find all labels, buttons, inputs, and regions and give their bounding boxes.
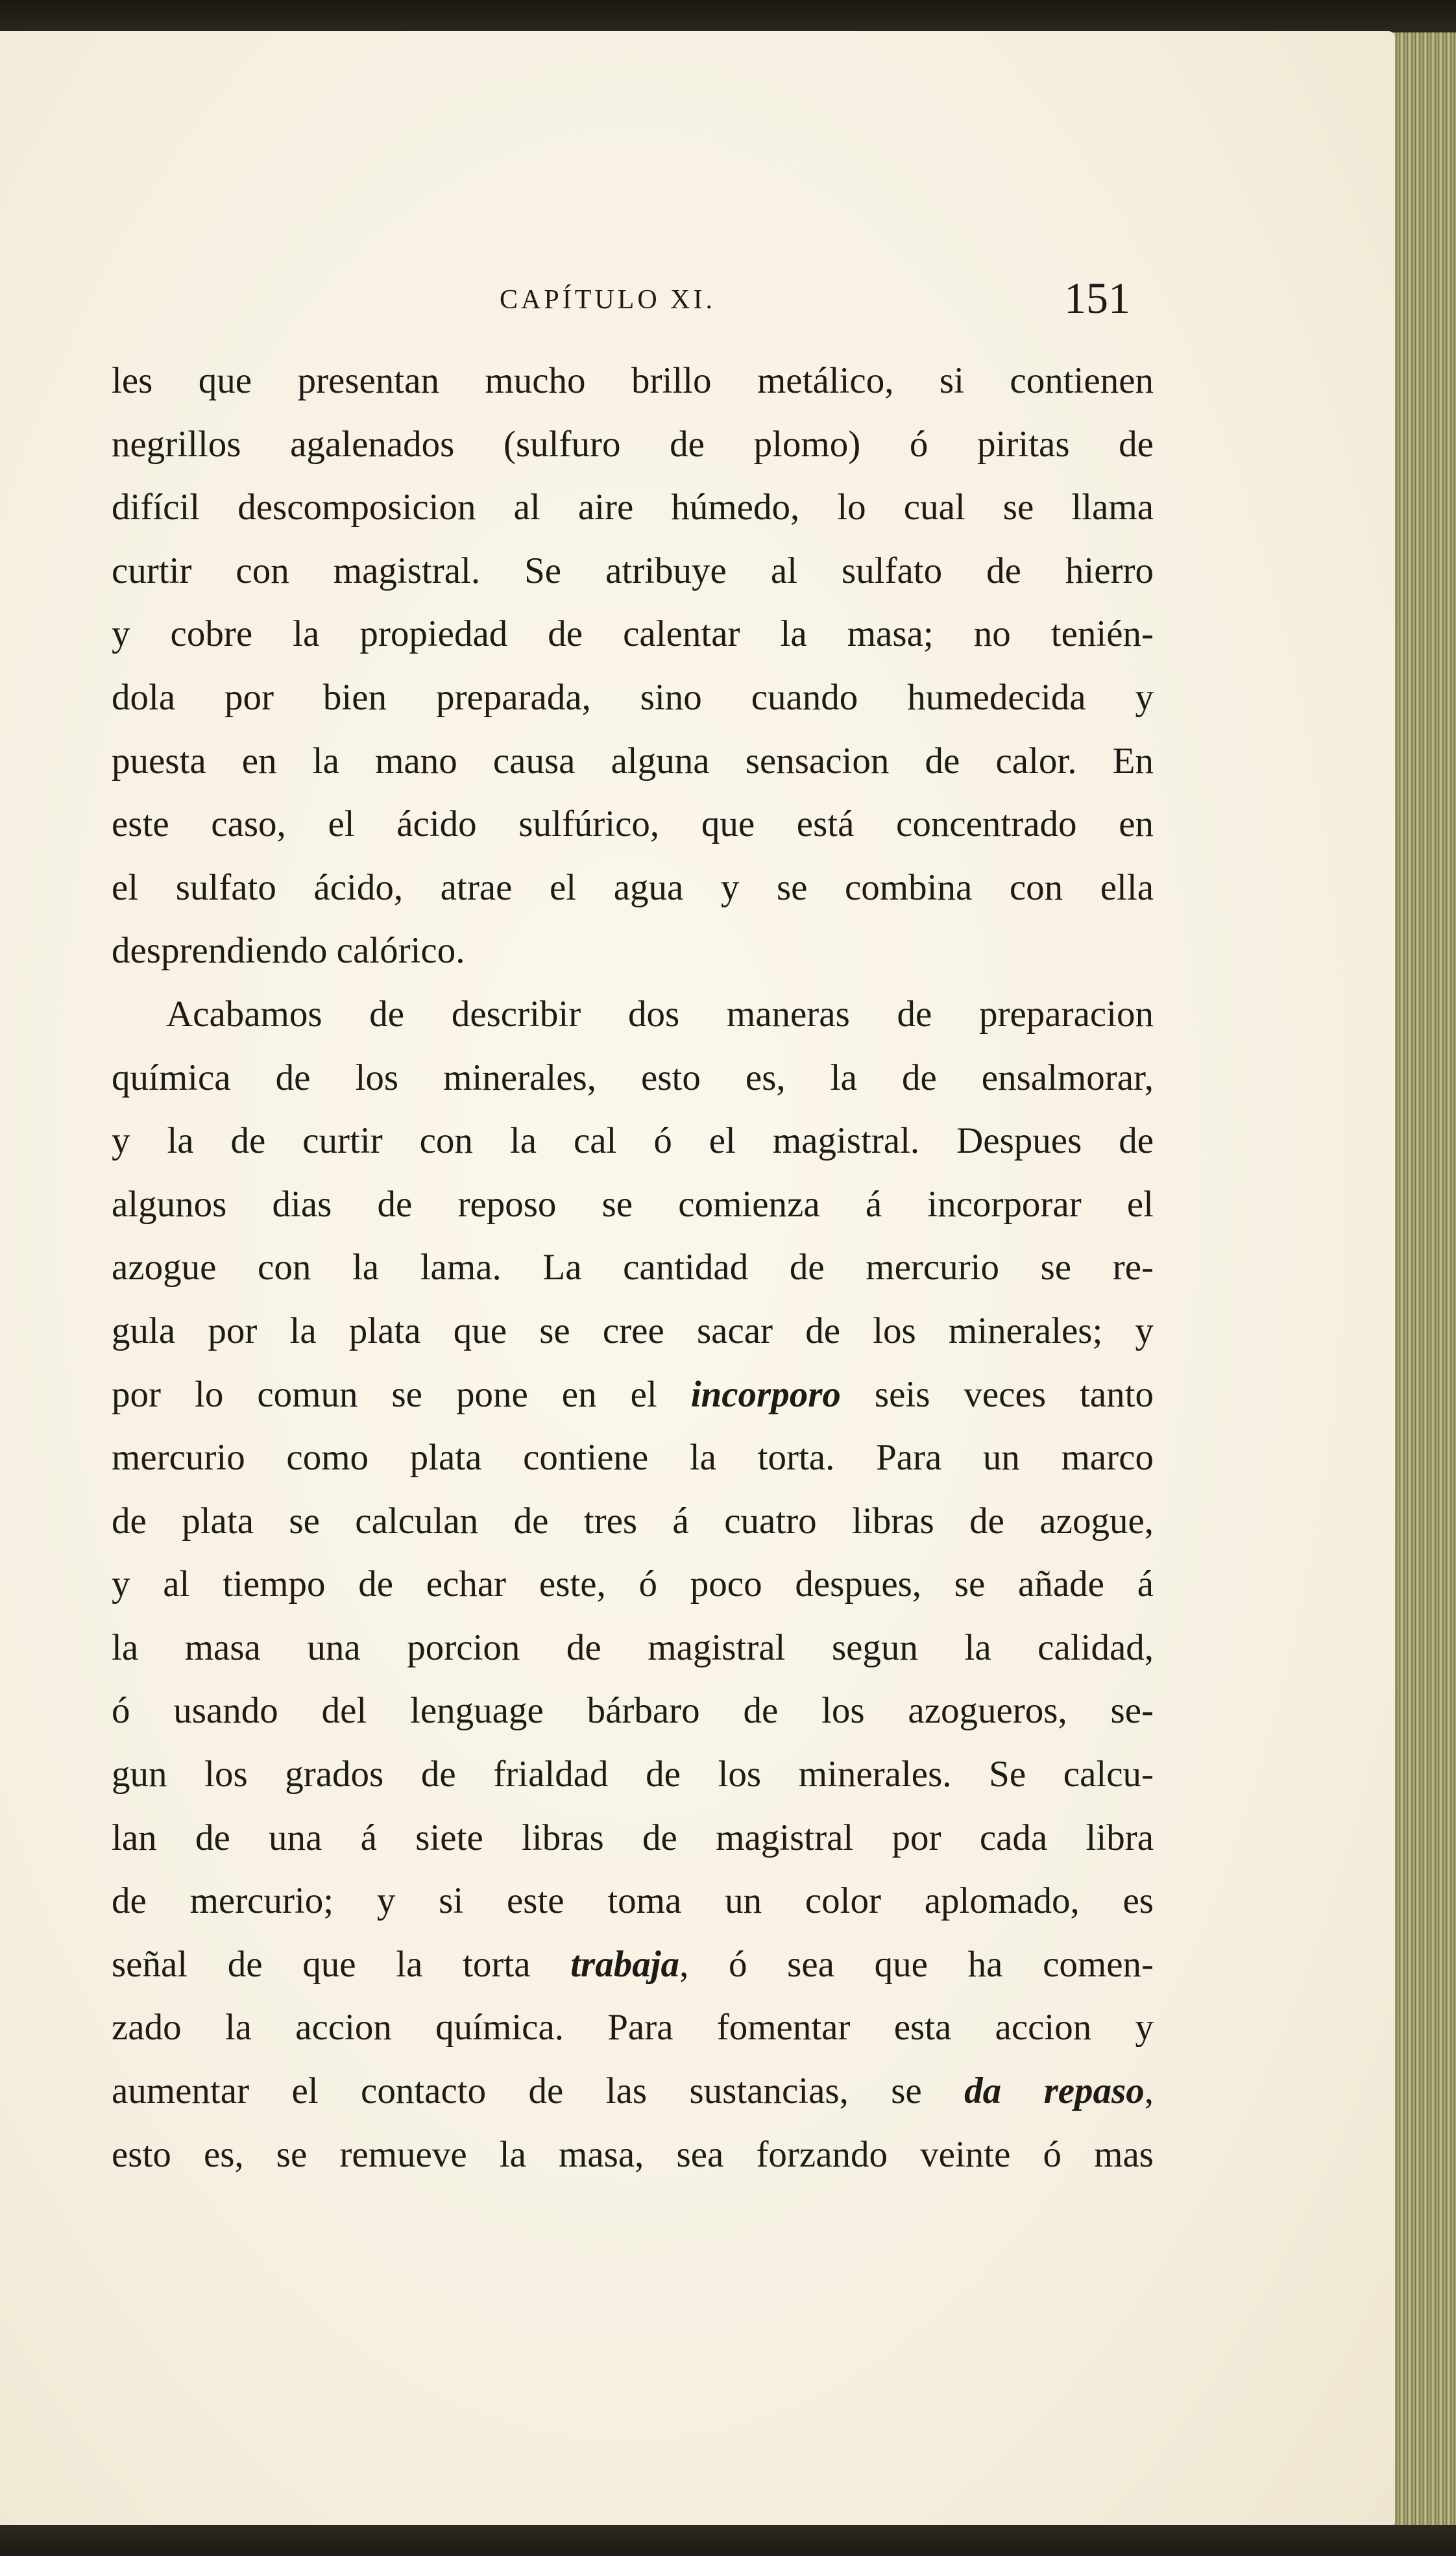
text-line: de plata se calculan de tres á cuatro libras de azogue, — [112, 1500, 1154, 1542]
text-line: gula por la plata que se cree sacar de los minerales; y — [112, 1310, 1154, 1351]
text-line — [112, 1363, 1154, 1427]
text-line: mercurio como plata contiene la torta. Para un marco — [112, 1437, 1154, 1479]
text-line: difícil descomposicion al aire húmedo, lo cual se llama — [112, 487, 1154, 528]
gilt-page-edges — [1385, 32, 1456, 2531]
italic-term: da repaso — [964, 2071, 1145, 2112]
binding-bottom-edge — [0, 2525, 1456, 2556]
text-line: puesta en la mano causa alguna sensacion de calor. En — [112, 740, 1154, 781]
text-line: azogue con la lama. La cantidad de mercurio se re- — [112, 1247, 1154, 1288]
text-line: este caso, el ácido sulfúrico, que está concentrado en — [112, 804, 1154, 845]
body-text — [112, 349, 1154, 2186]
text-line: esto es, se remueve la masa, sea forzando veinte ó mas — [112, 2133, 1154, 2175]
line-text-before: aumentar el contacto de las sustancias, se — [112, 2071, 965, 2112]
line-text-before: por lo comun se pone en el — [112, 1373, 691, 1415]
text-line: lan de una á siete libras de magistral por cada libra — [112, 1817, 1154, 1858]
text-line — [112, 1933, 1154, 1997]
text-line: les que presentan mucho brillo metálico, si contienen — [112, 360, 1154, 401]
text-line: ó usando del lenguage bárbaro de los azogueros, se- — [112, 1690, 1154, 1732]
paper-page — [0, 31, 1395, 2527]
text-line: y al tiempo de echar este, ó poco despues, se añade á — [112, 1564, 1154, 1605]
line-text-after: , — [1144, 2071, 1154, 2112]
text-line: algunos dias de reposo se comienza á incorporar el — [112, 1183, 1154, 1225]
text-line: curtir con magistral. Se atribuye al sulfato de hierro — [112, 550, 1154, 591]
page-number: 151 — [1064, 273, 1130, 323]
text-line: dola por bien preparada, sino cuando humedecida y — [112, 676, 1154, 718]
text-line: la masa una porcion de magistral segun la calidad, — [112, 1627, 1154, 1668]
text-line: y la de curtir con la cal ó el magistral. Despues de — [112, 1120, 1154, 1162]
line-text-after: seis veces tanto — [840, 1373, 1154, 1415]
text-line: química de los minerales, esto es, la de ensalmorar, — [112, 1057, 1154, 1098]
line-text-after: , ó sea que ha comen- — [679, 1943, 1154, 1985]
italic-term: trabaja — [570, 1943, 680, 1985]
text-line: el sulfato ácido, atrae el agua y se combina con ella — [112, 866, 1154, 908]
text-line: y cobre la propiedad de calentar la masa; no tenién- — [112, 613, 1154, 655]
paragraph-end-line: desprendiendo calórico. — [112, 930, 465, 972]
italic-term: incorporo — [690, 1373, 841, 1415]
text-line: de mercurio; y si este toma un color aplomado, es — [112, 1880, 1154, 1922]
line-text-before: señal de que la torta — [112, 1943, 571, 1985]
text-line: gun los grados de frialdad de los minerales. Se calcu- — [112, 1754, 1154, 1795]
paragraph-first-line: Acabamos de describir dos maneras de preparacion — [166, 993, 1154, 1035]
text-line: negrillos agalenados (sulfuro de plomo) ó piritas de — [112, 423, 1154, 465]
running-head: CAPÍTULO XI. — [500, 285, 716, 315]
text-line — [112, 2059, 1154, 2123]
text-line: zado la accion química. Para fomentar esta accion y — [112, 2007, 1154, 2048]
